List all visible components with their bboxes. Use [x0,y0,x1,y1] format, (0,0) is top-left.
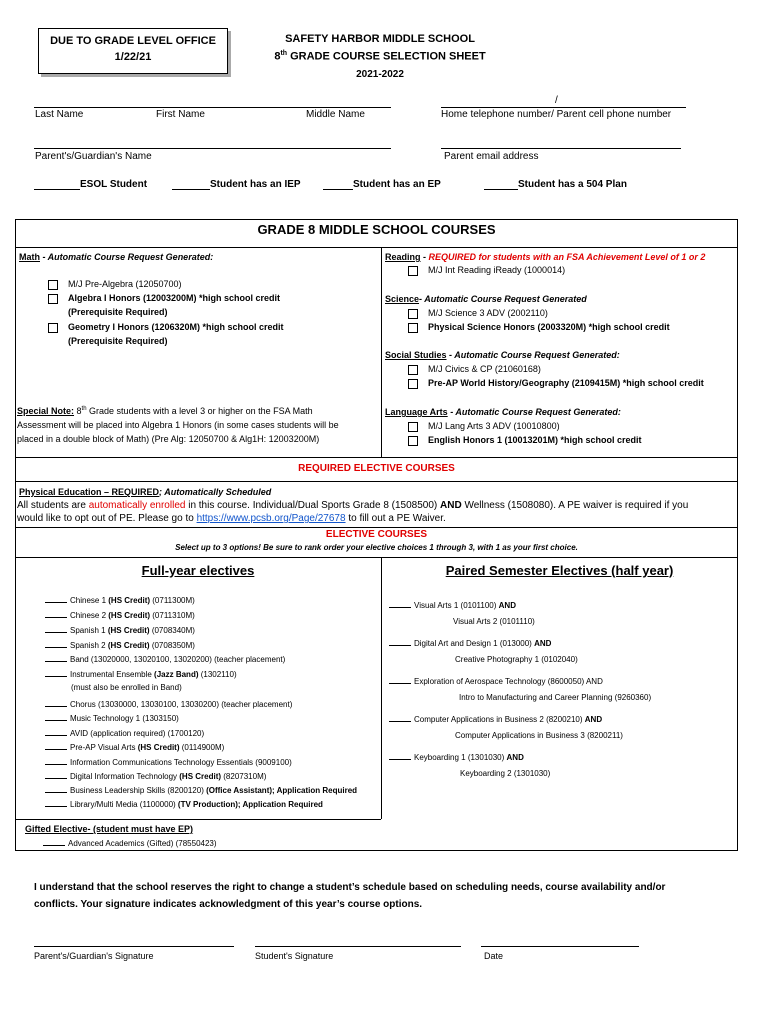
checkbox[interactable] [48,280,58,290]
science-note: - Automatic Course Request Generated [419,294,587,304]
school-name: SAFETY HARBOR MIDDLE SCHOOL [285,33,475,45]
math-prereq-1: (Prerequisite Required) [68,307,168,317]
blank[interactable] [45,639,67,648]
science-label: Science [385,294,420,304]
special-note-label: Special Note: [17,406,75,416]
pe-text-line2 [17,513,446,524]
blank[interactable] [45,668,67,677]
checkbox[interactable] [408,436,418,446]
phone-line[interactable] [441,107,686,108]
social-note: - Automatic Course Request Generated: [446,350,620,360]
option-label: M/J Science 3 ADV (2002110) [428,308,548,318]
checkbox[interactable] [408,309,418,319]
agreement-line2: conflicts. Your signature indicates acknowledgment of this year’s course options. [34,899,423,910]
and-text: AND [534,639,552,648]
full-year-option[interactable] [45,741,224,752]
option-emphasis: (HS Credit) [107,641,150,650]
full-year-option[interactable] [45,609,195,620]
social-label: Social Studies [385,350,447,360]
paired-option[interactable] [389,599,516,610]
checkbox[interactable] [408,266,418,276]
reading-header [385,252,705,262]
divider [15,457,737,458]
pe-waiver-link[interactable]: https://www.pcsb.org/Page/27678 [196,513,346,524]
divider [15,527,737,528]
blank[interactable] [45,609,67,618]
gifted-option[interactable] [43,837,217,848]
blank[interactable] [389,751,411,760]
language-option-2[interactable] [408,435,642,446]
and-text: AND [584,715,603,724]
option-emphasis: (HS Credit) [108,596,151,605]
pe-header [19,487,271,497]
student-signature-label: Student's Signature [255,951,334,961]
ep-label: Student has an EP [353,179,441,190]
iep-checkline[interactable] [172,179,301,190]
reading-label: Reading [385,252,421,262]
divider [15,819,381,820]
option-emphasis: (Jazz Band) [154,670,199,679]
option-label: (0711300M) [150,596,195,605]
social-option-1[interactable] [408,364,541,375]
and-text: AND [506,753,524,762]
paired-option[interactable] [389,713,602,724]
guardian-line[interactable] [34,148,391,149]
option-label: Keyboarding 1 (1301030) [414,753,507,762]
option-label: Computer Applications in Business 2 (8200210) [414,715,585,724]
blank[interactable] [45,756,67,765]
blank[interactable] [45,727,67,736]
option-emphasis: (HS Credit) [107,626,150,635]
full-year-option[interactable] [45,798,323,809]
option-label: Library/Multi Media (1100000) [70,800,178,809]
blank[interactable] [389,637,411,646]
checkbox[interactable] [48,294,58,304]
science-option-2[interactable] [408,322,670,333]
esol-checkline[interactable] [34,179,147,190]
blank[interactable] [45,741,67,750]
text: to fill out a PE Waiver. [345,513,446,524]
full-year-option[interactable] [45,756,292,767]
reading-option[interactable] [408,265,565,276]
first-name-label: First Name [156,109,205,120]
option-label: English Honors 1 (10013201M) *high school credit [428,435,642,445]
pe-text-line1 [17,500,688,511]
science-header [385,294,587,304]
full-year-option[interactable] [45,624,195,635]
option-label: M/J Int Reading iReady (1000014) [428,265,566,275]
phone-label: Home telephone number/ Parent cell phone number [441,109,672,120]
option-label: (0711310M) [150,611,195,620]
pe-note: ; Automatically Scheduled [159,487,272,497]
option-label: Digital Art and Design 1 (013000) [414,639,535,648]
paired-second-course: Creative Photography 1 (0102040) [455,655,578,664]
paired-option[interactable] [389,751,524,762]
paired-option[interactable] [389,675,603,686]
option-label: Chorus (13030000, 13030100, 13030200) (teacher placement) [70,700,293,709]
guardian-label: Parent's/Guardian's Name [35,151,152,162]
math-label: Math [19,252,40,262]
blank[interactable] [45,594,67,603]
email-line[interactable] [441,148,681,149]
email-label: Parent email address [444,151,539,162]
school-year: 2021-2022 [356,69,404,80]
option-label: Chinese 1 [70,596,109,605]
math-option-geometry[interactable] [48,322,284,333]
elective-instructions: Select up to 3 options! Be sure to rank order your elective choices 1 through 3, with 1 as your first choice. [175,543,578,552]
blank[interactable] [45,784,67,793]
checkbox[interactable] [408,323,418,333]
option-label: Visual Arts 1 (0101100) [414,601,499,610]
divider [15,247,737,248]
grade-number: 8 [74,406,82,416]
option-label: (0708340M) [149,626,195,635]
special-note-line2: Assessment will be placed into Algebra 1 Honors (in some cases students will be [17,420,339,430]
note-text: Grade students with a level 3 or higher on the FSA Math [86,406,313,416]
paired-second-course: Visual Arts 2 (0101110) [453,617,535,626]
option-emphasis: (HS Credit) [179,772,222,781]
blank[interactable] [389,713,411,722]
blank[interactable] [45,698,67,707]
paired-second-course: Computer Applications in Business 3 (8200211) [455,731,623,740]
plan504-checkline[interactable] [484,179,627,190]
social-option-2[interactable] [408,378,704,389]
phone-slash: / [555,95,558,106]
option-label: Geometry I Honors (1206320M) *high school credit [68,322,284,332]
blank[interactable] [45,770,67,779]
special-note-line3: placed in a double block of Math) (Pre Alg: 12050700 & Alg1H: 12003200M) [17,434,320,444]
core-vertical-divider [381,247,382,457]
option-label: (0708350M) [149,641,195,650]
option-label: Spanish 1 [70,626,108,635]
paired-title: Paired Semester Electives (half year) [445,563,674,578]
reading-requirement: REQUIRED for students with an FSA Achievement Level of 1 or 2 [428,252,706,262]
option-label: M/J Pre-Algebra (12050700) [68,279,182,289]
option-label: Information Communications Technology Essentials (9009100) [70,758,292,767]
math-prereq-2: (Prerequisite Required) [68,336,168,346]
checkbox[interactable] [408,379,418,389]
blank[interactable] [45,712,67,721]
option-label: Chinese 2 [70,611,109,620]
checkbox[interactable] [48,323,58,333]
text: Wellness (1508080). A PE waiver is required if you [461,500,689,511]
option-label: Advanced Academics (Gifted) (78550423) [68,839,217,848]
option-label: Spanish 2 [70,641,108,650]
text: All students are [17,500,89,511]
language-option-1[interactable] [408,421,560,432]
dash: - [420,252,429,262]
blank[interactable] [43,837,65,846]
gifted-label: Gifted Elective- (student must have EP) [25,824,194,834]
band-note: (must also be enrolled in Band) [71,683,182,692]
due-line-1: DUE TO GRADE LEVEL OFFICE [50,35,216,47]
middle-name-label: Middle Name [306,109,365,120]
option-label: (8207310M) [221,772,267,781]
ep-checkline[interactable] [323,179,441,190]
elective-courses-title: ELECTIVE COURSES [325,529,428,540]
courses-title: GRADE 8 MIDDLE SCHOOL COURSES [257,222,496,237]
option-label: M/J Civics & CP (21060168) [428,364,541,374]
full-year-option[interactable] [45,594,195,605]
language-label: Language Arts [385,407,448,417]
parent-signature-label: Parent's/Guardian's Signature [34,951,154,961]
math-header [19,252,213,262]
full-year-option[interactable] [45,698,292,709]
math-option-prealgebra[interactable] [48,279,182,290]
title-text: GRADE COURSE SELECTION SHEET [287,50,486,63]
paired-second-course: Intro to Manufacturing and Career Planning (9260360) [459,693,652,702]
option-label: Pre-AP World History/Geography (2109415M) *high school credit [428,378,704,388]
required-electives-title: REQUIRED ELECTIVE COURSES [298,463,455,474]
last-name-label: Last Name [35,109,84,120]
auto-enrolled-text: automatically enrolled [88,500,186,511]
option-label: AVID (application required) (1700120) [70,729,205,738]
due-line-2: 1/22/21 [114,51,152,63]
full-year-title: Full-year electives [141,563,255,578]
blank[interactable] [389,599,411,608]
full-year-option[interactable] [45,653,285,664]
full-year-option[interactable] [45,712,179,723]
and-text: AND [440,500,462,511]
full-year-option[interactable] [45,770,266,781]
math-option-algebra[interactable] [48,293,280,304]
full-year-option[interactable] [45,668,237,679]
option-label: Band (13020000, 13020100, 13020200) (teacher placement) [70,655,286,664]
elective-vertical-divider [381,557,382,819]
blank[interactable] [389,675,411,684]
math-note: - Automatic Course Request Generated: [40,252,214,262]
blank[interactable] [45,624,67,633]
option-label: (1302110) [198,670,237,679]
option-emphasis: (HS Credit) [108,611,151,620]
option-label: Algebra I Honors (12003200M) *high school credit [68,293,281,303]
option-emphasis: (TV Production); Application Required [177,800,323,809]
language-header [385,407,621,417]
option-label: (0114900M) [179,743,225,752]
form-title [240,50,520,63]
divider [15,557,737,558]
option-label: Exploration of Aerospace Technology (8600050) AND [414,677,603,686]
option-label: Digital Information Technology [70,772,180,781]
full-year-option[interactable] [45,639,195,650]
option-label: Physical Science Honors (2003320M) *high school credit [428,322,670,332]
date-line[interactable] [481,946,639,947]
paired-option[interactable] [389,637,551,648]
name-line[interactable] [34,107,391,108]
grade-number: 8 [274,50,281,63]
divider [15,481,737,482]
blank[interactable] [45,653,67,662]
option-label: Business Leadership Skills (8200120) [70,786,207,795]
option-emphasis: (HS Credit) [137,743,180,752]
plan504-label: Student has a 504 Plan [518,179,627,190]
grade-suffix: th [280,50,288,57]
option-label: Instrumental Ensemble [70,670,155,679]
checkbox[interactable] [408,365,418,375]
esol-label: ESOL Student [80,179,148,190]
and-text: AND [498,601,516,610]
text: in this course. Individual/Dual Sports Grade 8 (1508500) [185,500,441,511]
social-header [385,350,620,360]
checkbox[interactable] [408,422,418,432]
full-year-option[interactable] [45,784,357,795]
text: would like to opt out of PE. Please go to [17,513,197,524]
blank[interactable] [45,798,67,807]
science-option-1[interactable] [408,308,548,319]
grade-suffix: th [81,406,87,412]
agreement-line1: I understand that the school reserves the right to change a student’s schedule based on scheduling needs, course availability and/or [34,882,666,893]
iep-label: Student has an IEP [210,179,301,190]
language-note: - Automatic Course Request Generated: [447,407,621,417]
option-label: Pre-AP Visual Arts [70,743,138,752]
student-signature-line[interactable] [255,946,461,947]
date-label: Date [484,951,504,961]
option-label: Music Technology 1 (1303150) [70,714,179,723]
special-note-line1 [17,406,313,416]
full-year-option[interactable] [45,727,204,738]
option-emphasis: (Office Assistant); Application Required [206,786,358,795]
pe-label: Physical Education – REQUIRED [19,487,160,497]
parent-signature-line[interactable] [34,946,234,947]
option-label: M/J Lang Arts 3 ADV (10010800) [428,421,560,431]
paired-second-course: Keyboarding 2 (1301030) [460,769,551,778]
